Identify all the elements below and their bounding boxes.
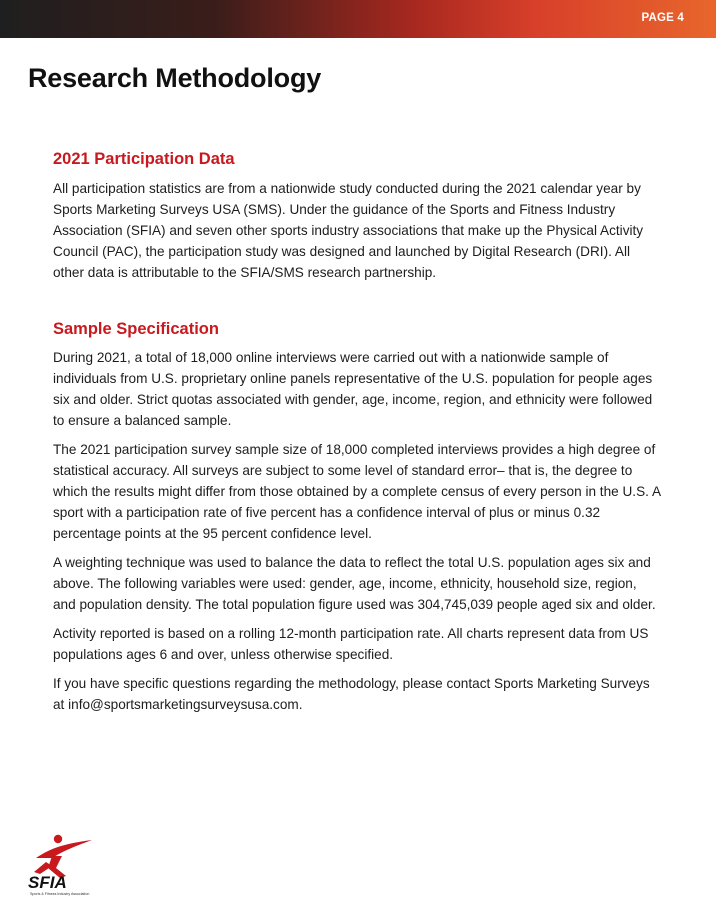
main-content xyxy=(53,150,663,715)
page-number: PAGE 4 xyxy=(641,12,684,24)
section-heading-participation-data: 2021 Participation Data xyxy=(53,150,235,168)
page-title: Research Methodology xyxy=(28,63,322,93)
logo-wordmark: SFIA xyxy=(28,873,67,892)
sfia-logo xyxy=(26,832,98,896)
participation-data-paragraph: All participation statistics are from a nationwide study conducted during the 2021 calendar year by Sports Marketing Surveys USA (SMS). Under the guidance of the Sports and Fitness Industry Association (SFIA) and seven other sports industry associations that make up the Physical Activity Council (PAC), the participation study was designed and launched by Digital Research (DRI). All other data is attributable to the SFIA/SMS research partnership. xyxy=(53,181,644,280)
activity-paragraph: Activity reported is based on a rolling 12-month participation rate. All charts represent data from US populations ages 6 and over, unless otherwise specified. xyxy=(53,626,649,662)
sample-size-paragraph: The 2021 participation survey sample size of 18,000 completed interviews provides a high degree of statistical accuracy. All surveys are subject to some level of standard error– that is, the degree to which the results might differ from those obtained by a complete census of every person in the U.S. A sport with a participation rate of five percent has a confidence interval of plus or minus 0.32 percentage points at the 95 percent confidence level. xyxy=(53,442,661,541)
sample-spec-paragraph: During 2021, a total of 18,000 online interviews were carried out with a nationwide sample of individuals from U.S. proprietary online panels representative of the U.S. population for people ages six and older. Strict quotas associated with gender, age, income, region, and ethnicity were followed to ensure a balanced sample. xyxy=(53,350,653,428)
section-heading-sample-specification: Sample Specification xyxy=(53,320,219,338)
contact-paragraph: If you have specific questions regarding the methodology, please contact Sports Marketing Surveys at info@sportsmarketingsurveysusa.com. xyxy=(53,676,650,712)
weighting-paragraph: A weighting technique was used to balance the data to reflect the total U.S. population ages six and above. The following variables were used: gender, age, income, ethnicity, household size, region, and population density. The total population figure used was 304,745,039 people aged six and older. xyxy=(53,555,656,612)
logo-tagline: Sports & Fitness Industry Association xyxy=(30,892,90,896)
sfia-logo-icon xyxy=(26,832,98,896)
header-bar xyxy=(0,0,716,38)
